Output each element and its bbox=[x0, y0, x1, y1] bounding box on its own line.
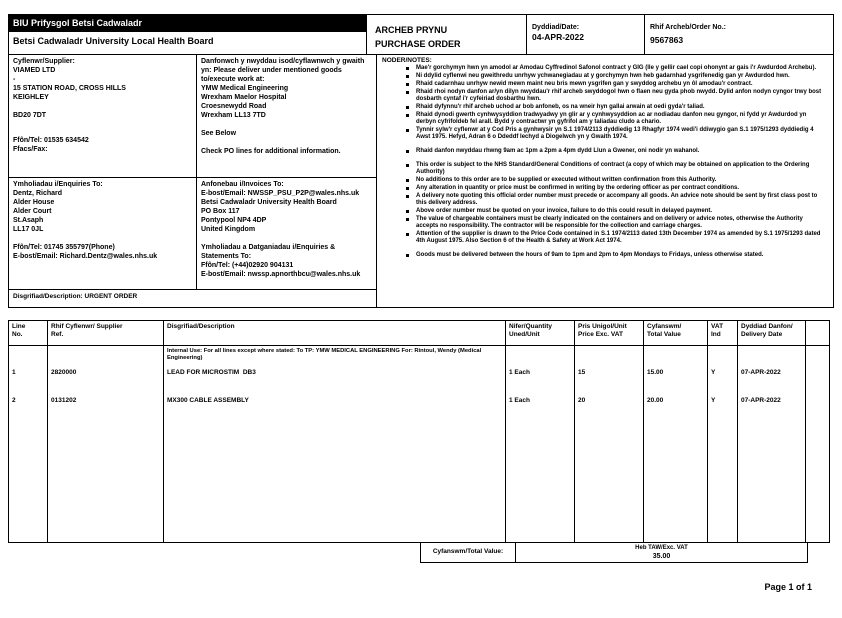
bullet-icon bbox=[406, 91, 409, 94]
cell-supplier-ref: 2820000 bbox=[48, 367, 164, 395]
line-items-table bbox=[8, 320, 830, 543]
note-text: Rhaid rhoi nodyn danfon ar/yn dilyn nwyddau'r rhif archeb swyddogol hwn o flaen neu gyda phob nwydd. Dylid anfon nodyn cyngor trwy bost dosbarth cyntaf i'r cyfeiriad dosbarthu hwn. bbox=[416, 89, 822, 102]
note-item bbox=[382, 73, 828, 80]
items-header-cell bbox=[806, 321, 829, 346]
bullet-icon bbox=[406, 67, 409, 70]
supplier-address-line: - bbox=[13, 76, 16, 83]
note-item bbox=[382, 208, 828, 215]
cell-delivery-date: 07-APR-2022 bbox=[738, 395, 806, 423]
order-description-row bbox=[9, 290, 376, 307]
cell-blank bbox=[806, 367, 829, 395]
note-item bbox=[382, 177, 828, 184]
bullet-icon bbox=[406, 210, 409, 213]
organisation-block bbox=[9, 15, 367, 54]
items-header-cell: Cyfanswm/ Total Value bbox=[644, 321, 708, 346]
note-text: Attention of the supplier is drawn to the Price Code contained in S.1 1974/2113 dated 13th December 1974 as amended by S.1 1975/1293 dated 4th August 1975. Also Section 6 of the Health & Safety at Work Act 1974. bbox=[416, 231, 821, 244]
notes-label: NODER/NOTES: bbox=[382, 57, 432, 64]
cell-unit-price: 20 bbox=[575, 395, 644, 423]
bullet-icon bbox=[406, 218, 409, 221]
order-number-value: 9567863 bbox=[650, 35, 684, 45]
bullet-icon bbox=[406, 114, 409, 117]
note-text: Above order number must be quoted on your invoice, failure to do this could result in delayed payment. bbox=[416, 208, 713, 214]
totals-vat-label: Heb TAW/Exc. VAT bbox=[635, 545, 688, 551]
invoices-line: E-bost/Email: NWSSP_PSU_P2P@wales.nhs.uk bbox=[201, 190, 360, 197]
supplier-fax: Ffacs/Fax: bbox=[13, 146, 48, 153]
totals-spacer bbox=[8, 543, 420, 563]
org-name-welsh: BIU Prifysgol Betsi Cadwaladr bbox=[9, 15, 366, 32]
note-item bbox=[382, 252, 828, 259]
order-date-label: Dyddiad/Date: bbox=[532, 24, 580, 31]
supplier-address-line: VIAMED LTD bbox=[13, 67, 56, 74]
bullet-icon bbox=[406, 195, 409, 198]
delivery-address bbox=[201, 84, 372, 156]
note-item bbox=[382, 216, 828, 230]
note-text: Mae'r gorchymyn hwn yn amodol ar Amodau Cyffredinol Safonol contract y GIG (lle y gellir cael copi ohonynt ar gais i'r Awdurdod Archebu). bbox=[416, 65, 817, 71]
notes-list bbox=[382, 65, 828, 259]
enquiries-label: Ymholiadau i/Enquiries To: bbox=[13, 181, 103, 188]
enquiries-line bbox=[13, 234, 192, 243]
supplier-address-line: 15 STATION ROAD, CROSS HILLS bbox=[13, 85, 126, 92]
cell-line-no: 2 bbox=[9, 395, 48, 423]
document-header bbox=[8, 14, 834, 55]
note-text: No additions to this order are to be supplied or executed without written confirmation from this Authority. bbox=[416, 177, 717, 183]
note-item bbox=[382, 162, 828, 176]
delivery-address-line bbox=[201, 120, 372, 129]
items-header-cell: VAT Ind bbox=[708, 321, 738, 346]
cell-vat-ind: Y bbox=[708, 395, 738, 423]
invoices-section bbox=[197, 178, 376, 289]
note-text: Rhaid dynodi gwerth cynhwysyddion tradwyadwy yn glir ar y cynhwysyddion ac ar nodiadau danfon neu gyngor, ni fydd yr Awdurdod yn derbyn cyfrifoldeb fel arall. Bydd y contractwr yn gyfrifol am y taliadau cludo a chario. bbox=[416, 112, 807, 125]
items-header-cell: Pris Unigol/Unit Price Exc. VAT bbox=[575, 321, 644, 346]
order-date-value: 04-APR-2022 bbox=[532, 32, 584, 42]
note-item bbox=[382, 148, 828, 155]
cell-quantity: 1 Each bbox=[506, 367, 575, 395]
supplier-label: Cyflenwr/Supplier: bbox=[13, 58, 75, 65]
document-title bbox=[367, 15, 527, 54]
note-item bbox=[382, 104, 828, 111]
note-text: A delivery note quoting this official order number must precede or accompany all goods. An advice note should be sent by first class post to this delivery address. bbox=[416, 193, 818, 206]
cell-total-value: 20.00 bbox=[644, 395, 708, 423]
note-item bbox=[382, 127, 828, 141]
page-number: Page 1 of 1 bbox=[764, 582, 812, 592]
delivery-address-line bbox=[201, 138, 372, 147]
cell-vat-ind: Y bbox=[708, 367, 738, 395]
supplier-address-line bbox=[13, 102, 192, 111]
items-header-cell: Rhif Cyflenwr/ Supplier Ref. bbox=[48, 321, 164, 346]
delivery-label: Danfonwch y nwyddau isod/cyflawnwch y gwaith yn: Please deliver under mentioned goods to/execute work at: bbox=[201, 58, 365, 83]
delivery-address-line: Wrexham Maelor Hospital bbox=[201, 94, 287, 101]
invoices-line: United Kingdom bbox=[201, 226, 256, 233]
supplier-address bbox=[13, 66, 192, 120]
items-header-cell: Dyddiad Danfon/ Delivery Date bbox=[738, 321, 806, 346]
enquiries-line: St.Asaph bbox=[13, 217, 44, 224]
order-number-label: Rhif Archeb/Order No.: bbox=[650, 24, 726, 31]
items-header-cell: Disgrifiad/Description bbox=[164, 321, 506, 346]
bullet-icon bbox=[406, 233, 409, 236]
order-description-value: URGENT ORDER bbox=[84, 293, 138, 300]
items-header-cell: Line No. bbox=[9, 321, 48, 346]
enquiries-invoices-row bbox=[9, 178, 376, 290]
cell-description: MX300 CABLE ASSEMBLY bbox=[164, 395, 506, 423]
items-header-cell: Nifer/Quantity Uned/Unit bbox=[506, 321, 575, 346]
cell-supplier-ref: 0131202 bbox=[48, 395, 164, 423]
note-item bbox=[382, 193, 828, 207]
bullet-icon bbox=[406, 187, 409, 190]
enquiries-line: Ffôn/Tel: 01745 355797(Phone) bbox=[13, 244, 115, 251]
internal-use-note: Internal Use: For all lines except where stated: To TP: YMW MEDICAL ENGINEERING For: Rintoul, Wendy (Medical Engineering) bbox=[164, 346, 506, 367]
delivery-address-line: YMW Medical Engineering bbox=[201, 85, 289, 92]
document-title-english: PURCHASE ORDER bbox=[375, 39, 461, 49]
bullet-icon bbox=[406, 150, 409, 153]
note-item bbox=[382, 89, 828, 103]
note-text: This order is subject to the NHS Standard/General Conditions of contract (a copy of which may be obtained on application to the Ordering Authority) bbox=[416, 162, 810, 175]
note-text: Goods must be delivered between the hours of 9am to 1pm and 2pm to 4pm Mondays to Fridays, unless otherwise stated. bbox=[416, 252, 764, 258]
delivery-address-line: Check PO lines for additional information. bbox=[201, 148, 341, 155]
enquiries-line: Alder House bbox=[13, 199, 55, 206]
note-item bbox=[382, 65, 828, 72]
note-text: Rhaid dyfynnu'r rhif archeb uchod ar bob anfoneb, os na wneir hyn gallai arwain at oedi gyda'r taliad. bbox=[416, 104, 705, 110]
enquiries-line: Dentz, Richard bbox=[13, 190, 63, 197]
totals-label: Cyfanswm/Total Value: bbox=[420, 543, 516, 563]
enquiries-section bbox=[9, 178, 197, 289]
note-text: The value of chargeable containers must be clearly indicated on the containers and on delivery or advice notes, otherwise the Authority accepts no responsibility. The contractor will be responsible for the collection and carriage charges. bbox=[416, 216, 803, 229]
cell-quantity: 1 Each bbox=[506, 395, 575, 423]
bullet-icon bbox=[406, 179, 409, 182]
note-text: Ni ddylid cyflenwi neu gweithredu unrhyw ychwanegiadau at y gorchymyn hwn heb gadarnhad ysgrifenedig gan yr Awdurdod hwn. bbox=[416, 73, 790, 79]
enquiries-address bbox=[13, 189, 192, 261]
bullet-icon bbox=[406, 254, 409, 257]
note-text: Rhaid cadarnhau unrhyw newid mewn maint neu bris mewn ysgrifen gan y swyddog archebu yn ôl amodau'r contract. bbox=[416, 81, 753, 87]
totals-value-cell bbox=[516, 543, 808, 563]
delivery-section bbox=[197, 55, 376, 177]
note-text: Tynnir sylw'r cyflenwr at y Cod Pris a gynhwysir yn S.1 1974/2113 dyddiedig 13 Rhagfyr 1974 wedi'i ddiwygio gan S.1 1975/1293 dyddiedig 4 Awst 1975. Hefyd, Adran 6 o Ddeddf Iechyd a Diogelwch yn y Gwaith 1974. bbox=[416, 127, 814, 140]
note-item bbox=[382, 185, 828, 192]
note-item bbox=[382, 112, 828, 126]
invoices-line: Betsi Cadwaladr University Health Board bbox=[201, 199, 337, 206]
enquiries-line: Alder Court bbox=[13, 208, 52, 215]
order-number-cell bbox=[645, 15, 833, 54]
invoices-line: Pontypool NP4 4DP bbox=[201, 217, 267, 224]
enquiries-line: E-bost/Email: Richard.Dentz@wales.nhs.uk bbox=[13, 253, 158, 260]
invoices-address bbox=[201, 189, 372, 279]
cell-total-value: 15.00 bbox=[644, 367, 708, 395]
supplier-address-line: KEIGHLEY bbox=[13, 94, 49, 101]
bullet-icon bbox=[406, 83, 409, 86]
note-text: Any alteration in quantity or price must be confirmed in writing by the ordering officer as per contract conditions. bbox=[416, 185, 740, 191]
note-text: Rhaid danfon nwyddau rhwng 9am ac 1pm a 2pm a 4pm dydd Llun a Gwener, oni nodir yn wahanol. bbox=[416, 148, 700, 154]
delivery-address-line: Croesnewydd Road bbox=[201, 103, 267, 110]
totals-row bbox=[8, 543, 808, 563]
bullet-icon bbox=[406, 129, 409, 132]
invoices-line: Ymholiadau a Datganiadau i/Enquiries & Statements To: bbox=[201, 244, 338, 260]
cell-blank bbox=[806, 395, 829, 423]
invoices-line: PO Box 117 bbox=[201, 208, 240, 215]
delivery-address-line: Wrexham LL13 7TD bbox=[201, 112, 266, 119]
note-item bbox=[382, 231, 828, 245]
document-title-welsh: ARCHEB PRYNU bbox=[375, 25, 448, 35]
enquiries-line: LL17 0JL bbox=[13, 226, 44, 233]
info-left-columns bbox=[9, 55, 377, 307]
invoices-line: Ffôn/Tel: (+44)02920 904131 bbox=[201, 262, 294, 269]
delivery-address-line: See Below bbox=[201, 130, 237, 137]
order-date-cell bbox=[527, 15, 645, 54]
invoices-label: Anfonebau i/Invoices To: bbox=[201, 181, 284, 188]
bullet-icon bbox=[406, 164, 409, 167]
order-info-block bbox=[8, 55, 834, 308]
cell-line-no: 1 bbox=[9, 367, 48, 395]
notes-section bbox=[377, 55, 833, 307]
supplier-phone: Ffôn/Tel: 01535 634542 bbox=[13, 137, 89, 144]
note-item bbox=[382, 81, 828, 88]
supplier-delivery-row bbox=[9, 55, 376, 178]
bullet-icon bbox=[406, 106, 409, 109]
cell-delivery-date: 07-APR-2022 bbox=[738, 367, 806, 395]
totals-value: 35.00 bbox=[652, 553, 671, 560]
bullet-icon bbox=[406, 75, 409, 78]
cell-description: LEAD FOR MICROSTIM DB3 bbox=[164, 367, 506, 395]
invoices-line: E-bost/Email: nwssp.apnorthbcu@wales.nhs.uk bbox=[201, 271, 361, 278]
invoices-line bbox=[201, 234, 372, 243]
supplier-section bbox=[9, 55, 197, 177]
cell-unit-price: 15 bbox=[575, 367, 644, 395]
supplier-address-line: BD20 7DT bbox=[13, 112, 47, 119]
order-description-label: Disgrifiad/Description: bbox=[13, 293, 83, 300]
org-name-english: Betsi Cadwaladr University Local Health Board bbox=[13, 36, 214, 46]
